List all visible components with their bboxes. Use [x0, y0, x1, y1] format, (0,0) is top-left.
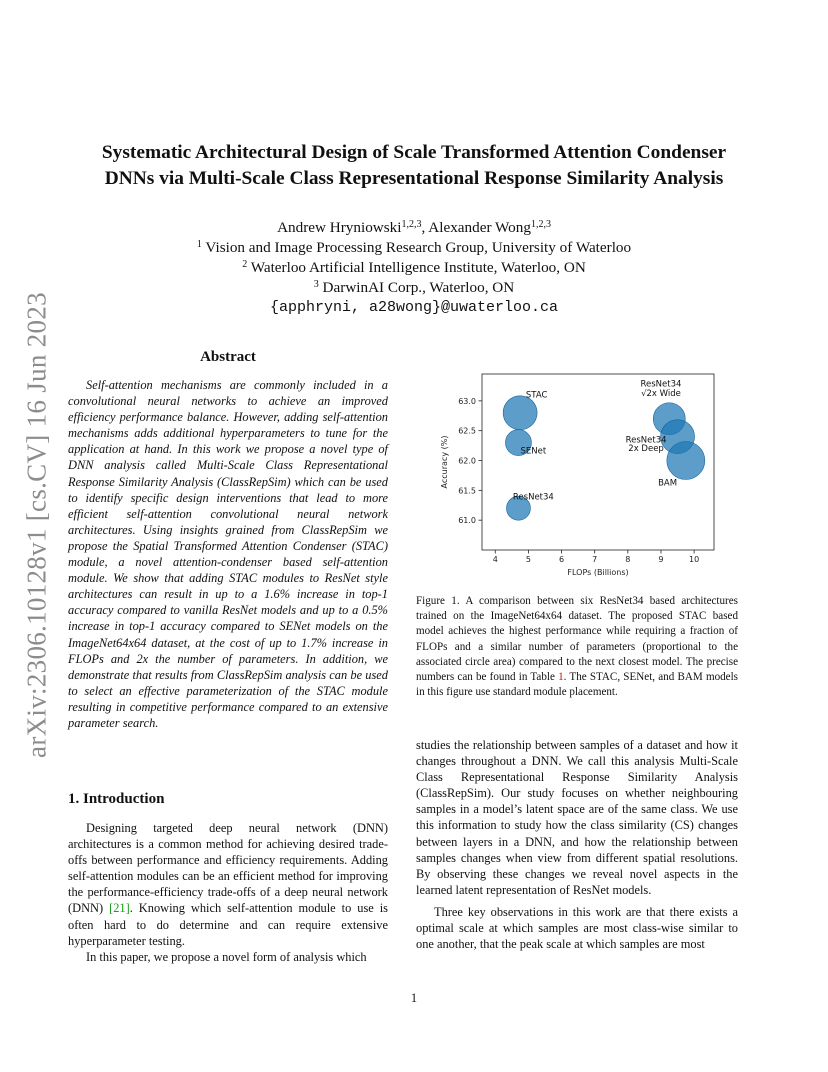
title-line-2: DNNs via Multi-Scale Class Representational Response Similarity Analysis [104, 168, 724, 189]
author-line [100, 218, 728, 238]
citation-link[interactable]: [21] [109, 901, 130, 916]
bubble-annotation: 2x Deep [628, 443, 664, 454]
affiliation-3-text: DarwinAI Corp., Waterloo, ON [322, 279, 515, 296]
arxiv-stamp [14, 290, 60, 760]
x-tick-label: 4 [492, 555, 498, 564]
arxiv-stamp-text: arXiv:2306.10128v1 [cs.CV] 16 Jun 2023 [21, 292, 52, 758]
x-tick-label: 9 [658, 555, 664, 564]
bubble-annotation: ResNet34 [512, 492, 554, 503]
introduction-heading: 1. Introduction [68, 791, 165, 807]
x-tick-label: 8 [625, 555, 631, 564]
figure-1 [430, 364, 726, 580]
introduction-body [68, 820, 388, 965]
affiliation-1-number: 1 [196, 239, 202, 250]
y-tick-label: 62.0 [458, 456, 476, 466]
abstract-heading: Abstract [200, 349, 256, 365]
x-tick-label: 10 [689, 555, 700, 564]
intro-p1-text-a: Designing targeted deep neural network (DNN) architectures is a common method for achieving desired trade-offs between performance and efficiency requirements. Adding self-attention modules can be an efficient method for improving the performance-efficiency trade-offs of a deep neural network (DNN) [68, 821, 388, 916]
data-bubble [667, 442, 705, 480]
x-tick-label: 6 [558, 555, 565, 564]
right-paragraph-1: studies the relationship between samples of a dataset and how it changes throughout a DNN. We call this analysis Multi-Scale Class Representational Response Similarity Analysis (ClassRepSim). Our study focuses on whether neighbouring samples in a model’s latent space are of the same class. We use this information to study how the class similarity (CS) changes between layers in a DNN, and how the relationship between samples changes when view from different spatial resolutions. By observing these changes we reveal novel aspects in the learned latent representation of ResNet models. [416, 738, 738, 897]
author-1: Andrew Hryniowski [277, 219, 402, 236]
data-bubble [503, 396, 537, 430]
author-block [100, 218, 728, 318]
author-2: Alexander Wong [428, 219, 531, 236]
affiliation-2 [100, 258, 728, 278]
right-paragraph-2: Three key observations in this work are that there exists a optimal scale at which samples are most class-wise similar to one another, that the peak scale at which samples are most [416, 904, 738, 952]
table-ref-link[interactable]: 1 [558, 671, 564, 684]
page-number: 1 [410, 991, 418, 1005]
bubble-annotation: ResNet34 [640, 379, 682, 390]
affiliation-2-number: 2 [242, 259, 248, 270]
y-tick-label: 63.0 [458, 396, 476, 406]
title-line-1: Systematic Architectural Design of Scale Transformed Attention Condenser [101, 142, 727, 163]
affiliation-2-text: Waterloo Artificial Intelligence Institute, Waterloo, ON [250, 259, 586, 276]
x-tick-label: 5 [525, 555, 531, 564]
bubble-chart [430, 364, 726, 580]
email-address[interactable]: {apphryni, a28wong}@uwaterloo.ca [269, 299, 559, 316]
affiliation-3-number: 3 [313, 279, 319, 290]
author-2-affiliation: 1,2,3 [530, 219, 551, 230]
author-separator: , [421, 219, 429, 236]
intro-p1-text-b: . Knowing which self-attention module to use is often hard to do determine and can require extensive hyperparameter testing. [68, 901, 388, 948]
affiliation-1 [100, 238, 728, 258]
affiliation-1-text: Vision and Image Processing Research Group, University of Waterloo [205, 239, 632, 256]
bubble-annotation: STAC [525, 390, 548, 401]
intro-paragraph-2: In this paper, we propose a novel form of analysis which [86, 949, 367, 964]
bubble-annotation: SENet [520, 446, 547, 457]
caption-text-b: . The STAC, SENet, and BAM models in this figure use standard module placement. [416, 671, 738, 699]
intro-paragraph-1 [68, 820, 388, 949]
bubble-annotation: √2x Wide [641, 389, 681, 400]
bubble-annotation: ResNet34 [625, 435, 667, 446]
figure-caption [416, 594, 738, 700]
y-tick-label: 62.5 [458, 426, 476, 436]
bubble-annotation: BAM [658, 478, 678, 489]
caption-text-a: Figure 1. A comparison between six ResNet34 based architectures trained on the ImageNet64x64 dataset. The proposed STAC based model achieves the highest performance while requiring a fraction of FLOPs and a similar number of parameters (proportional to the associated circle area) compared to the next closest model. The precise numbers can be found in Table [416, 595, 738, 684]
y-tick-label: 61.5 [458, 486, 476, 496]
x-tick-label: 7 [592, 555, 598, 564]
affiliation-3 [100, 278, 728, 298]
right-column-body [416, 737, 738, 952]
y-axis-label: Accuracy (%) [440, 435, 449, 489]
abstract-text: Self-attention mechanisms are commonly included in a convolutional neural networks to achieve an improved efficiency performance balance. However, adding self-attention mechanisms adds additional hyperparameters to tune for the application at hand. In this work we propose a novel type of DNN analysis called Multi-Scale Class Representational Response Similarity Analysis (ClassRepSim) which can be used to identify specific design interventions that lead to more efficient self-attention convolutional neural network architectures. Using insights grained from ClassRepSim we propose the Spatial Transformed Attention Condenser (STAC) module, a novel attention-condenser based self-attention module. We show that adding STAC modules to ResNet style architectures can result in up to a 1.6% increase in top-1 accuracy compared to vanilla ResNet models and up to a 0.5% increase in top-1 accuracy compared to SENet models on the ImageNet64x64 dataset, at the cost of up to 1.7% increase in FLOPs and 2x the number of parameters. In addition, we demonstrate that results from ClassRepSim analysis can be used to select an effective parameterization of the STAC module resulting in competitive performance compared to an extensive parameter search. [68, 378, 388, 730]
author-1-affiliation: 1,2,3 [401, 219, 422, 230]
y-tick-label: 61.0 [458, 516, 476, 526]
paper-title [60, 140, 768, 192]
x-axis-label: FLOPs (Billions) [567, 568, 629, 577]
